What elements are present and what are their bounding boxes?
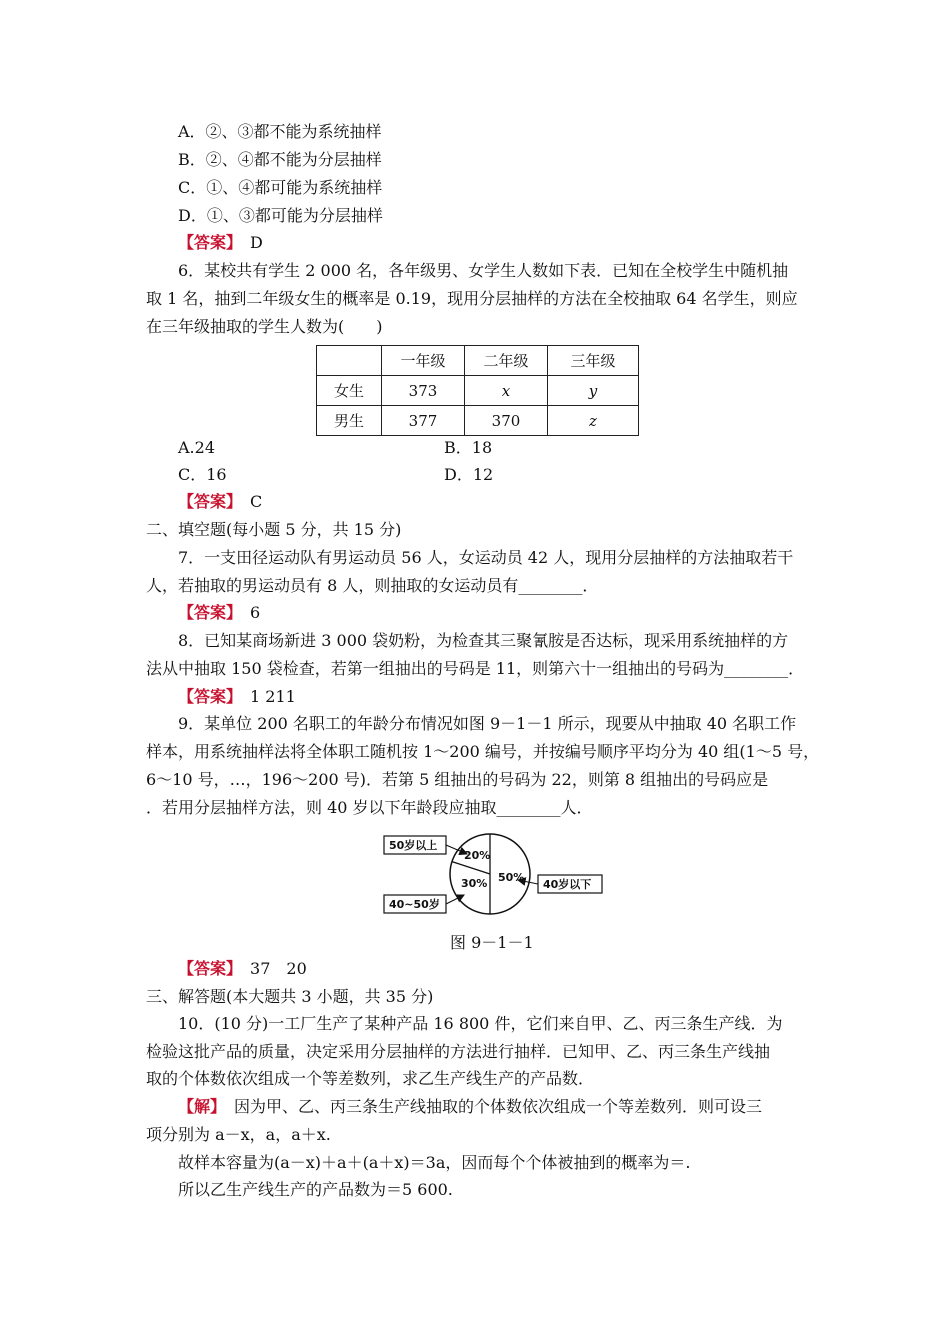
section-2-heading: 二、填空题(每小题 5 分，共 15 分) (146, 520, 402, 539)
pie-percent-20: 20% (464, 849, 491, 862)
table-cell: 370 (465, 406, 548, 436)
q6-text-3: 在三年级抽取的学生人数为( ) (146, 317, 383, 336)
answer-value: D (250, 233, 263, 252)
q10-text-3: 取的个体数依次组成一个等差数列，求乙生产线生产的产品数． (146, 1069, 595, 1088)
q7-answer-row (178, 602, 260, 624)
q7-text-2: 人，若抽取的男运动员有 8 人，则抽取的女运动员有________． (146, 576, 599, 595)
q10-solution-1 (178, 1096, 762, 1118)
q5-option-a: A．②、③都不能为系统抽样 (178, 122, 382, 141)
table-header-cell (317, 346, 382, 376)
table-cell: 女生 (317, 376, 382, 406)
answer-tag: 【答案】 (178, 603, 235, 622)
table-row (317, 406, 639, 436)
table-header-row (317, 346, 639, 376)
q6-answer-row (178, 491, 262, 513)
q9-text-1: 9．某单位 200 名职工的年龄分布情况如图 9－1－1 所示，现要从中抽取 40 名职工作 (178, 714, 797, 733)
answer-value: C (250, 492, 263, 511)
q10-solution-2: 项分别为 a－x，a，a＋x. (146, 1125, 331, 1144)
answer-value: 1 211 (250, 687, 296, 706)
q5-option-d: D．①、③都可能为分层抽样 (178, 206, 383, 225)
q5-answer-row (178, 232, 263, 254)
solution-text: 因为甲、乙、丙三条生产线抽取的个体数依次组成一个等差数列．则可设三 (218, 1097, 763, 1116)
q8-text-2: 法从中抽取 150 袋检查，若第一组抽出的号码是 11，则第六十一组抽出的号码为________． (146, 659, 805, 678)
q10-solution-4: 所以乙生产线生产的产品数为＝5 600. (178, 1180, 453, 1199)
q7-text-1: 7．一支田径运动队有男运动员 56 人，女运动员 42 人，现用分层抽样的方法抽取若干 (178, 548, 794, 567)
q10-text-2: 检验这批产品的质量，决定采用分层抽样的方法进行抽样．已知甲、乙、丙三条生产线抽 (146, 1042, 771, 1061)
q10-text-1: 10．(10 分)一工厂生产了某种产品 16 800 件，它们来自甲、乙、丙三条生产线．为 (178, 1014, 783, 1033)
q9-text-2: 样本，用系统抽样法将全体职工随机按 1～200 编号，并按编号顺序平均分为 40 组(1～5 号， (146, 742, 820, 761)
answer-tag: 【答案】 (178, 233, 235, 252)
table-cell: y (548, 376, 639, 406)
q6-text-2: 取 1 名，抽到二年级女生的概率是 0.19，现用分层抽样的方法在全校抽取 64 名学生，则应 (146, 289, 798, 308)
solution-tag: 【解】 (178, 1097, 219, 1116)
table-cell: z (548, 406, 639, 436)
table-header-cell: 一年级 (382, 346, 465, 376)
q8-answer-row (178, 686, 296, 708)
q6-text-1: 6．某校共有学生 2 000 名，各年级男、女学生人数如下表．已知在全校学生中随机抽 (178, 261, 789, 280)
q9-text-3: 6～10 号，…，196～200 号)．若第 5 组抽出的号码为 22，则第 8 组抽出的号码应是 (146, 770, 769, 789)
table-header-cell: 二年级 (465, 346, 548, 376)
q10-solution-3: 故样本容量为(a－x)＋a＋(a＋x)＝3a，因而每个个体被抽到的概率为＝. (178, 1153, 691, 1172)
table-cell: 男生 (317, 406, 382, 436)
q5-option-c: C．①、④都可能为系统抽样 (178, 178, 383, 197)
figure-caption: 图 9－1－1 (450, 933, 534, 952)
q8-text-1: 8．已知某商场新进 3 000 袋奶粉，为检查其三聚氰胺是否达标，现采用系统抽样的方 (178, 631, 789, 650)
q9-answer-row (178, 958, 307, 980)
label-40-50: 40~50岁 (389, 898, 440, 911)
q6-option-c: C．16 (178, 465, 227, 484)
table-cell: 377 (382, 406, 465, 436)
answer-tag: 【答案】 (178, 687, 235, 706)
table-header-cell: 三年级 (548, 346, 639, 376)
table-cell: x (465, 376, 548, 406)
answer-tag: 【答案】 (178, 959, 235, 978)
pie-percent-30: 30% (461, 877, 488, 890)
grade-table (316, 345, 639, 436)
q6-option-b: B．18 (444, 438, 493, 457)
table-row (317, 376, 639, 406)
age-pie-figure (380, 828, 608, 922)
q5-option-b: B．②、④都不能为分层抽样 (178, 150, 382, 169)
table-cell: 373 (382, 376, 465, 406)
answer-tag: 【答案】 (178, 492, 235, 511)
pie-percent-50: 50% (498, 871, 525, 884)
label-50-above: 50岁以上 (389, 839, 438, 852)
q9-text-4: ．若用分层抽样方法，则 40 岁以下年龄段应抽取________人． (146, 798, 593, 817)
answer-value: 6 (250, 603, 261, 622)
section-3-heading: 三、解答题(本大题共 3 小题，共 35 分) (146, 987, 434, 1006)
answer-value: 37 20 (250, 959, 307, 978)
q6-option-d: D．12 (444, 465, 494, 484)
label-40-below: 40岁以下 (543, 878, 592, 891)
q6-option-a: A.24 (178, 438, 215, 457)
